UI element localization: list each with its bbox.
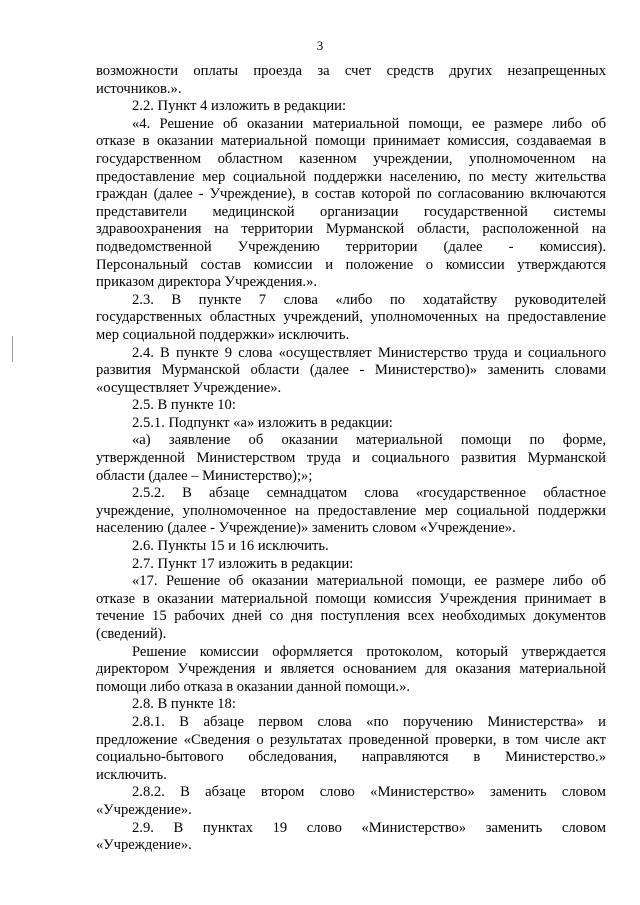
text-line: помощи либо отказа в оказании данной помощи.». <box>96 678 411 695</box>
text-line: учреждение, уполномоченное на предоставление мер социальной поддержки <box>96 502 606 519</box>
text-line: населению (далее - Учреждение)» заменить словом «Учреждение». <box>96 520 516 537</box>
text-line: (сведений). <box>96 626 167 642</box>
text-line: представители медицинской организации государственной системы <box>96 203 606 220</box>
text-line: граждан (далее - Учреждение), в состав которой по согласованию включаются <box>96 186 606 203</box>
text-line: Персональный состав комиссии и положение о комиссии утверждаются <box>96 256 606 273</box>
text-line: 2.8.1. В абзаце первом слова «по поручению Министерства» и <box>132 713 606 730</box>
text-line: государственных областных учреждений, уполномоченных на предоставление <box>96 309 606 326</box>
text-line: приказом директора Учреждения.». <box>96 274 318 291</box>
text-line: отказе в оказании материальной помощи принимает комиссия, создаваемая в <box>96 133 606 150</box>
text-line: директором Учреждения и является основанием для оказания материальной <box>96 661 606 678</box>
text-line: «осуществляет Учреждение». <box>96 379 282 396</box>
text-line: течение 15 рабочих дней со дня поступления всех необходимых документов <box>96 608 606 625</box>
text-line: «Учреждение». <box>96 837 192 854</box>
text-line: «17. Решение об оказании материальной помощи, ее размере либо об <box>132 573 606 590</box>
text-line: «а) заявление об оказании материальной помощи по форме, <box>132 432 606 449</box>
text-line: 2.6. Пункты 15 и 16 исключить. <box>132 538 329 555</box>
text-line: здравоохранения на территории Мурманской области, расположенной на <box>96 221 606 238</box>
text-line: 2.5.2. В абзаце семнадцатом слова «государственное областное <box>132 485 606 502</box>
text-line: 2.5.1. Подпункт «а» изложить в редакции: <box>132 414 393 431</box>
document-body <box>96 63 606 855</box>
text-line: 2.8. В пункте 18: <box>132 696 236 713</box>
text-line: мер социальной поддержки» исключить. <box>96 326 350 343</box>
text-line: подведомственной Учреждению территории (далее - комиссия). <box>96 238 606 255</box>
text-line: предложение «Сведения о результатах проведенной проверки, в том числе акт <box>96 731 606 748</box>
text-line: «4. Решение об оказании материальной помощи, ее размере либо об <box>132 115 606 132</box>
text-line: развития Мурманской области (далее - Министерство)» заменить словами <box>96 362 606 379</box>
text-line: «Учреждение». <box>96 801 192 818</box>
text-line: 2.2. Пункт 4 изложить в редакции: <box>132 98 347 115</box>
text-line: 2.4. В пункте 9 слова «осуществляет Министерство труда и социального <box>132 344 606 361</box>
text-line: отказе в оказании материальной помощи комиссия Учреждения принимает в <box>96 590 606 607</box>
text-line: 2.7. Пункт 17 изложить в редакции: <box>132 555 354 572</box>
text-line: 2.9. В пунктах 19 слово «Министерство» заменить словом <box>132 819 606 836</box>
text-line: социально-бытового обследования, направляются в Министерство.» <box>96 749 606 766</box>
text-line: области (далее – Министерство);»; <box>96 467 313 484</box>
text-line: государственном областном казенном учреждении, уполномоченном на <box>96 150 606 167</box>
text-line: предоставление мер социальной поддержки населению, по месту жительства <box>96 168 606 185</box>
text-line: 2.8.2. В абзаце втором слово «Министерство» заменить словом <box>132 784 606 801</box>
text-line: утвержденной Министерством труда и социального развития Мурманской <box>96 450 606 467</box>
text-line: 2.5. В пункте 10: <box>132 397 236 414</box>
text-line: 2.3. В пункте 7 слова «либо по ходатайству руководителей <box>132 291 606 308</box>
text-line: исключить. <box>96 766 167 783</box>
text-line: возможности оплаты проезда за счет средств других незапрещенных <box>96 63 606 79</box>
page-number: 3 <box>316 38 324 53</box>
text-line: источников.». <box>96 80 182 97</box>
scan-margin-mark <box>12 336 13 362</box>
text-line: Решение комиссии оформляется протоколом, который утверждается <box>132 643 606 660</box>
